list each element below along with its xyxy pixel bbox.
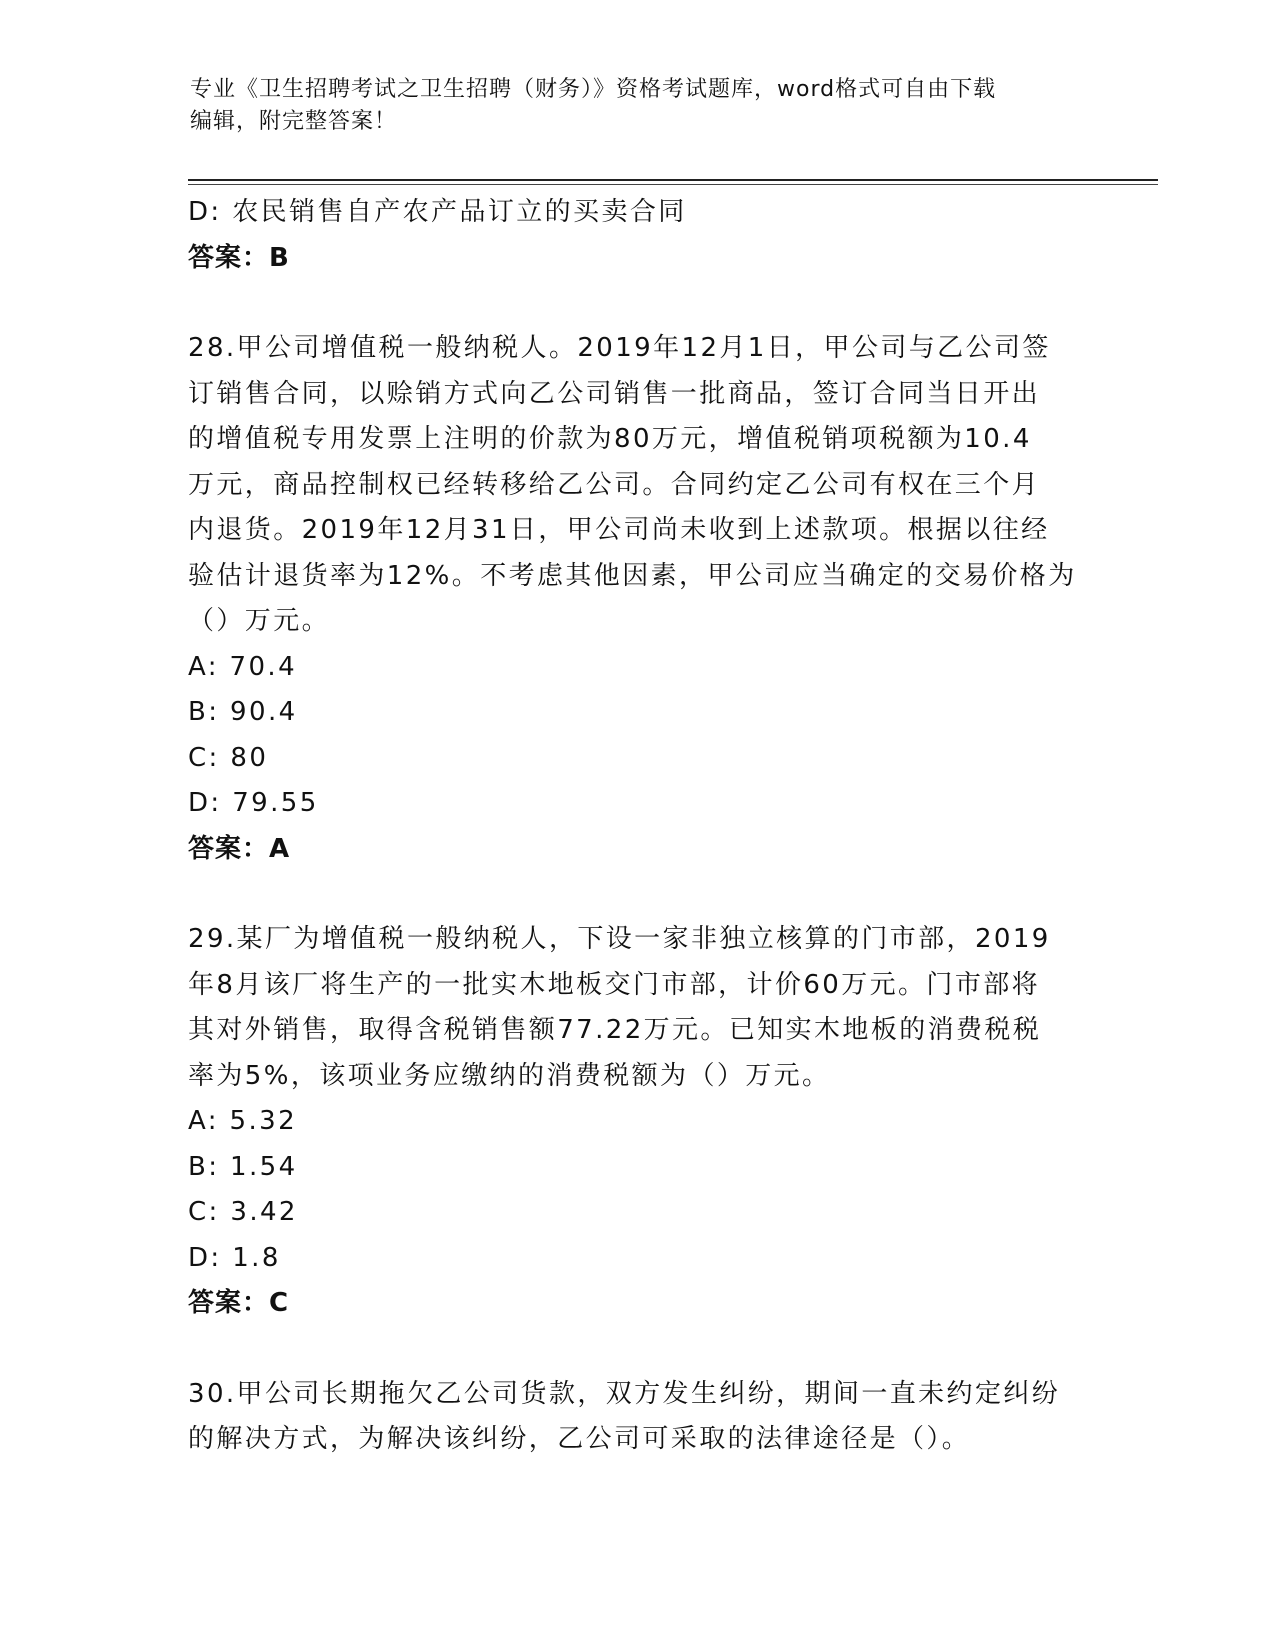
question-text-line: 内退货。2019年12月31日，甲公司尚未收到上述款项。根据以往经 [188,515,1050,545]
spacer [188,872,1088,917]
question-text-line: 其对外销售，取得含税销售额77.22万元。已知实木地板的消费税税 [188,1015,1042,1045]
question-text-line: 订销售合同，以赊销方式向乙公司销售一批商品，签订合同当日开出 [188,378,1041,409]
option-c: C: 3.42 [188,1197,298,1227]
previous-question-tail [188,190,1088,281]
question-text-line: 28.甲公司增值税一般纳税人。2019年12月1日，甲公司与乙公司签 [188,333,1051,363]
question-text-line: 的解决方式，为解决该纠纷，乙公司可采取的法律途径是（）。 [188,1424,971,1454]
option-b: B: 1.54 [188,1151,298,1182]
header-divider-thick [188,179,1158,181]
spacer [188,281,1088,326]
question-text-line: 年8月该厂将生产的一批实木地板交门市部，计价60万元。门市部将 [188,969,1041,1000]
question-28 [188,326,1088,872]
question-text-line: 29.某厂为增值税一般纳税人，下设一家非独立核算的门市部，2019 [188,924,1051,954]
option-d: D: 79.55 [188,788,319,818]
option-d: D: 农民销售自产农产品订立的买卖合同 [188,197,687,227]
question-text-line: 的增值税专用发票上注明的价款为80万元，增值税销项税额为10.4 [188,424,1032,454]
question-content [188,190,1088,1463]
question-text-line: 率为5%，该项业务应缴纳的消费税额为（）万元。 [188,1060,831,1091]
option-b: B: 90.4 [188,697,298,727]
answer-line: 答案：A [188,833,291,864]
header-line-2: 编辑，附完整答案！ [190,109,398,134]
question-text-line: 验估计退货率为12%。不考虑其他因素，甲公司应当确定的交易价格为 [188,560,1077,591]
question-text-line: （）万元。 [188,606,331,636]
header-divider-thin [188,184,1158,185]
answer-line: 答案：C [188,1288,290,1318]
question-30 [188,1372,1088,1463]
option-c: C: 80 [188,742,269,773]
question-29 [188,917,1088,1327]
option-a: A: 5.32 [188,1106,298,1136]
option-d: D: 1.8 [188,1242,281,1273]
page-header [190,74,1090,138]
answer-line: 答案：B [188,242,290,273]
header-line-1: 专业《卫生招聘考试之卫生招聘（财务）》资格考试题库，word格式可自由下载 [190,77,997,102]
spacer [188,1327,1088,1372]
option-a: A: 70.4 [188,651,298,682]
question-text-line: 万元，商品控制权已经转移给乙公司。合同约定乙公司有权在三个月 [188,469,1041,500]
question-text-line: 30.甲公司长期拖欠乙公司货款，双方发生纠纷，期间一直未约定纠纷 [188,1378,1061,1409]
